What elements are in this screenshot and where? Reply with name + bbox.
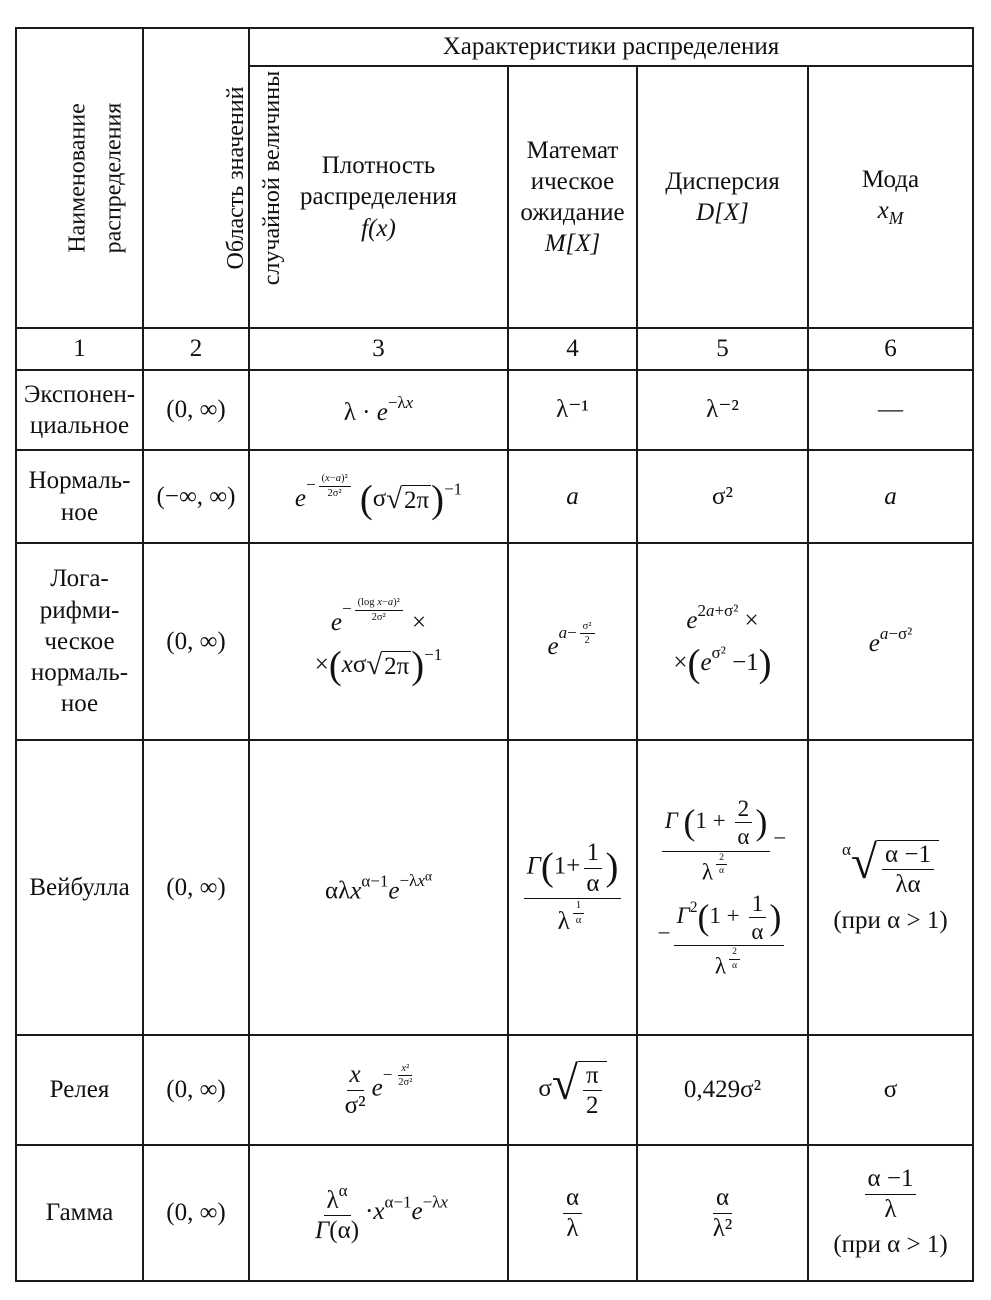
mode-value: $\frac{\alpha -1}{\lambda}$ (при α > 1) [808,1145,973,1281]
column-number: 3 [249,328,508,370]
mode-value: $e^{a-\sigma^2}$ [808,543,973,740]
value-range: (−∞, ∞) [143,450,249,543]
table-row [16,1145,973,1281]
value-range: (0, ∞) [143,740,249,1035]
expectation-value: σ √ $\frac{\pi}{2}$ [508,1035,637,1145]
column-number: 2 [143,328,249,370]
variance-value: $e^{2a+\sigma^2}$ × $\times(e^{\sigma^2} -1)$ [637,543,808,740]
mode-value: — [808,370,973,450]
distribution-table [15,27,974,1282]
variance-value: Γ (1 + $\frac{2}{\alpha}$ ) λ $^{\frac{2}{\alpha}}$ − − $\Gamma^2(1$ + $\frac{1}{\alpha}$ ) λ $^{\frac{2}{\alpha}}$ [637,740,808,1035]
density-formula: $\lambda \cdot e^{-\lambda x}$ [249,370,508,450]
mode-value: σ [808,1035,973,1145]
column-number: 1 [16,328,143,370]
variance-value: λ⁻² [637,370,808,450]
density-formula: $e^{- \frac{\text{(x−a)²}}{\text{2σ²}}}$ (σ √ 2π )$^{-1}$ [249,450,508,543]
mode-value: $^\alpha$ √ $\frac{\alpha -1}{\lambda\alpha}$ (при α > 1) [808,740,973,1035]
expectation-value: Γ(1+ $\frac{1}{\alpha}$ ) λ $^{\frac{1}{\alpha}}$ [508,740,637,1035]
density-formula: $e^{- \frac{\text{(log x−a)²}}{\text{2σ²}}}$ × ×(xσ √ 2π )$^{-1}$ [249,543,508,740]
variance-value: 0,429σ² [637,1035,808,1145]
distribution-name: Релея [16,1035,143,1145]
distribution-name: Нормаль- ное [16,450,143,543]
column-number: 5 [637,328,808,370]
distribution-name: Гамма [16,1145,143,1281]
value-range: (0, ∞) [143,543,249,740]
column-numbers-row [16,328,973,370]
expectation-value: $\frac{\alpha}{\lambda}$ [508,1145,637,1281]
expectation-value: a [508,450,637,543]
expectation-value: λ⁻¹ [508,370,637,450]
header-expectation: Математ ическое ожидание M[X] [508,66,637,328]
header-variance: Дисперсия D[X] [637,66,808,328]
header-characteristics-group: Характеристики распределения [249,28,973,66]
mode-value: a [808,450,973,543]
distribution-name: Вейбулла [16,740,143,1035]
value-range: (0, ∞) [143,1145,249,1281]
expectation-value: $e^{a- \frac{\text{σ²}}{2}}$ [508,543,637,740]
table-row [16,740,973,1035]
variance-value: σ² [637,450,808,543]
mode-symbol: $x_M$ [877,197,904,229]
value-range: (0, ∞) [143,1035,249,1145]
density-formula: $\alpha\lambda x^{\alpha-1}e^{-\lambda x^\alpha}$ [249,740,508,1035]
table-row [16,1035,973,1145]
header-mode: Мода $x_M$ [808,66,973,328]
header-density: Плотность распределения f(x) [249,66,508,328]
density-formula: $\frac{x}{\text{σ²}}$ $e^{- \frac{\text{x²}}{\text{2σ²}}}$ [249,1035,508,1145]
value-range: (0, ∞) [143,370,249,450]
header-distribution-name: Наименование распределения [16,28,143,328]
column-number: 4 [508,328,637,370]
distribution-name: Лога- рифми- ческое нормаль- ное [16,543,143,740]
header-value-range: Область значений случайной величины [143,28,249,328]
mode-condition: (при α > 1) [833,906,948,934]
table-row [16,450,973,543]
distribution-name: Экспонен- циальное [16,370,143,450]
density-formula: $\frac{\lambda^\alpha}{\Gamma(\alpha)}$ $\cdot x^{\alpha-1}e^{-\lambda x}$ [249,1145,508,1281]
variance-value: $\frac{\alpha}{\text{λ²}}$ [637,1145,808,1281]
table-row [16,543,973,740]
mode-condition: (при α > 1) [833,1231,948,1259]
column-number: 6 [808,328,973,370]
table-row [16,370,973,450]
